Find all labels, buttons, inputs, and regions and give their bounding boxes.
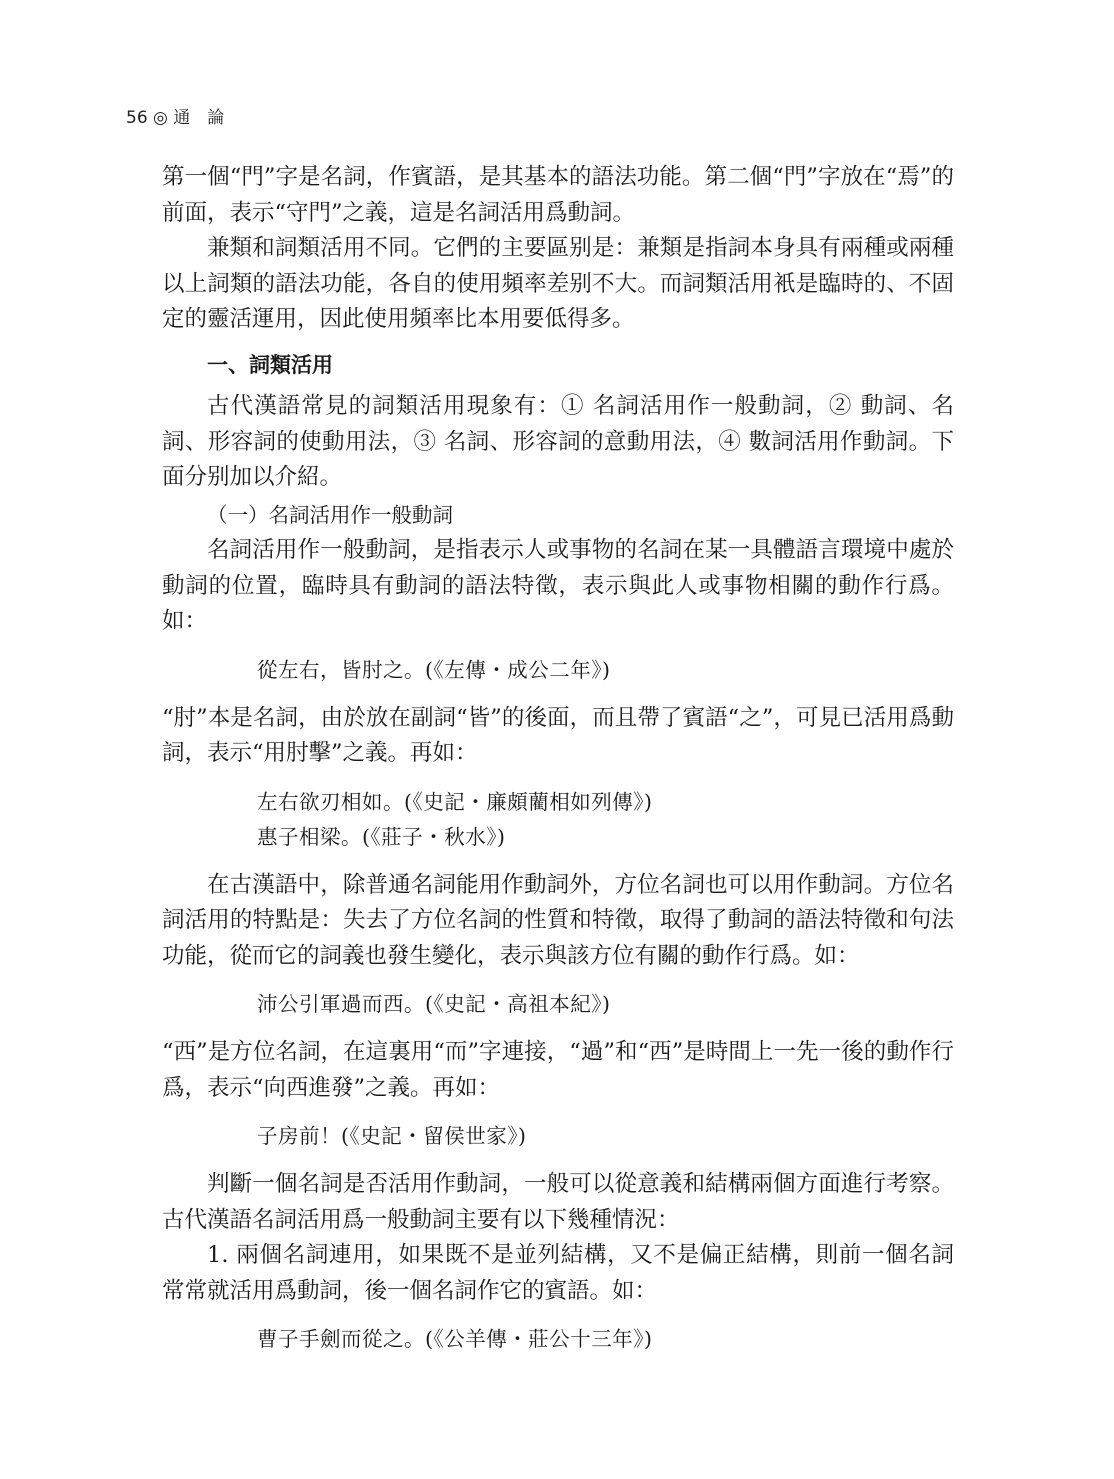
running-header	[126, 103, 224, 128]
example-quote: 子房前！(《史記・留侯世家》)	[257, 1124, 527, 1148]
subsection-heading: （一）名詞活用作一般動詞	[207, 502, 453, 527]
header-section-title: 通 論	[173, 108, 225, 128]
example-quote: 從左右，皆肘之。(《左傳・成公二年》)	[257, 657, 611, 682]
paragraph: “肘”本是名詞，由於放在副詞“皆”的後面，而且帶了賓語“之”，可見已活用爲動詞，表示“用肘擊”之義。再如：	[162, 704, 954, 766]
example-quote: 左右欲刃相如。(《史記・廉頗藺相如列傳》)	[257, 789, 653, 814]
paragraph: “西”是方位名詞，在這裏用“而”字連接，“過”和“西”是時間上一先一後的動作行爲，表示“向西進發”之義。再如：	[162, 1039, 954, 1101]
body-text	[162, 160, 954, 1370]
example-quote: 曹子手劍而從之。(《公羊傳・莊公十三年》)	[257, 1327, 653, 1351]
paragraph: 名詞活用作一般動詞，是指表示人或事物的名詞在某一具體語言環境中處於動詞的位置，臨時具有動詞的語法特徵，表示與此人或事物相關的動作行爲。如：	[162, 537, 954, 634]
header-separator-icon: ◎	[153, 108, 168, 128]
paragraph: 判斷一個名詞是否活用作動詞，一般可以從意義和結構兩個方面進行考察。古代漢語名詞活用爲一般動詞主要有以下幾種情況：	[162, 1171, 954, 1233]
numbered-paragraph: 1. 兩個名詞連用，如果既不是並列結構，又不是偏正結構，則前一個名詞常常就活用爲動詞，後一個名詞作它的賓語。如：	[162, 1242, 954, 1304]
paragraph: 在古漢語中，除普通名詞能用作動詞外，方位名詞也可以用作動詞。方位名詞活用的特點是：失去了方位名詞的性質和特徵，取得了動詞的語法特徵和句法功能，從而它的詞義也發生變化，表示與該方位有關的動作行爲。如：	[162, 871, 954, 969]
example-quote: 沛公引軍過而西。(《史記・高祖本紀》)	[257, 992, 611, 1016]
paragraph: 第一個“門”字是名詞，作賓語，是其基本的語法功能。第二個“門”字放在“焉”的前面，表示“守門”之義，這是名詞活用爲動詞。	[162, 164, 954, 226]
section-heading: 一、詞類活用	[207, 352, 333, 377]
paragraph: 古代漢語常見的詞類活用現象有：① 名詞活用作一般動詞，② 動詞、名詞、形容詞的使動用法，③ 名詞、形容詞的意動用法，④ 數詞活用作動詞。下面分别加以介紹。	[162, 393, 954, 490]
page-number: 56	[126, 108, 148, 128]
example-quote: 惠子相梁。(《莊子・秋水》)	[257, 824, 506, 849]
paragraph: 兼類和詞類活用不同。它們的主要區别是：兼類是指詞本身具有兩種或兩種以上詞類的語法功能，各自的使用頻率差别不大。而詞類活用衹是臨時的、不固定的靈活運用，因此使用頻率比本用要低得多。	[162, 235, 954, 332]
